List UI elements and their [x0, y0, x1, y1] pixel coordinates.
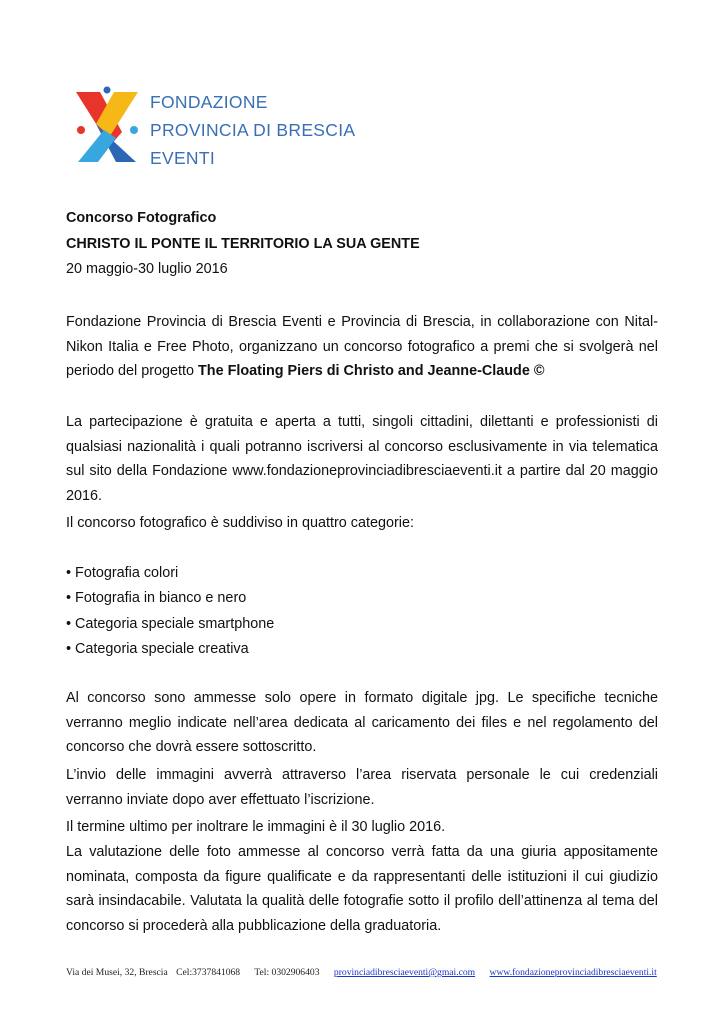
evaluation-paragraph: La valutazione delle foto ammesse al concorso verrà fatta da una giuria appositamente nominata, composta da figure qualificate e da rappresentanti delle istituzioni il cui giudizio sarà insindacabile. Valutata la qualità delle fotografie sotto il profilo dell’attinenza al tema del concorso si procederà alla pubblicazione della graduatoria.	[66, 844, 658, 934]
logo-line-2: PROVINCIA DI BRESCIA	[150, 120, 356, 140]
logo-line-3: EVENTI	[150, 148, 216, 168]
upload-paragraph: L’invio delle immagini avverrà attraverso l’area riservata personale le cui credenziali verranno inviate dopo aver effettuato l’iscrizione.	[66, 767, 658, 808]
deadline-paragraph: Il termine ultimo per inoltrare le immagini è il 30 luglio 2016.	[66, 819, 446, 835]
logo-wordmark	[150, 88, 355, 172]
list-item: • Categoria speciale smartphone	[66, 615, 275, 632]
format-paragraph: Al concorso sono ammesse solo opere in formato digitale jpg. Le specifiche tecniche verranno meglio indicate nell’area dedicata al caricamento dei files e nel regolamento del concorso che dovrà essere sottoscritto.	[66, 690, 658, 755]
list-item: • Categoria speciale creativa	[66, 641, 249, 658]
intro-paragraph	[66, 310, 658, 384]
document-dates: 20 maggio-30 luglio 2016	[66, 261, 228, 278]
categories-list	[66, 561, 274, 663]
list-item: • Fotografia colori	[66, 565, 179, 581]
intro-text: Fondazione Provincia di Brescia Eventi e Provincia di Brescia, in collaborazione con Nital-Nikon Italia e Free Photo, organizzano un concorso fotografico a premi che si svolgerà nel periodo del progetto	[66, 314, 658, 379]
footer-website-link[interactable]: www.fondazioneprovinciadibresciaeventi.it	[489, 967, 657, 978]
logo-dot-left	[77, 126, 85, 134]
logo-line-1: FONDAZIONE	[150, 92, 268, 112]
list-item: • Fotografia in bianco e nero	[66, 590, 247, 607]
project-name: The Floating Piers di Christo and Jeanne-Claude ©	[198, 363, 545, 379]
document-title: CHRISTO IL PONTE IL TERRITORIO LA SUA GENTE	[66, 235, 420, 252]
footer-tel: Tel: 0302906403	[254, 967, 320, 978]
participation-paragraph: La partecipazione è gratuita e aperta a tutti, singoli cittadini, dilettanti e professionisti di qualsiasi nazionalità i quali potranno iscriversi al concorso esclusivamente in via telematica sul sito della Fondazione www.fondazioneprovinciadibresciaeventi.it a partire dal 20 maggio 2016.	[66, 414, 658, 504]
document-subtitle: Concorso Fotografico	[66, 210, 217, 226]
document-header	[66, 206, 658, 283]
footer-cell: Cel:3737841068	[176, 967, 241, 978]
footer	[66, 967, 657, 978]
categories-intro: Il concorso fotografico è suddiviso in quattro categorie:	[66, 515, 414, 531]
logo-dot-top	[104, 87, 111, 94]
foundation-logo	[76, 86, 140, 166]
footer-address: Via dei Musei, 32, Brescia	[66, 967, 168, 978]
footer-email-link[interactable]: provinciadibresciaeventi@gmai.com	[333, 967, 476, 978]
logo-dot-right	[130, 126, 138, 134]
